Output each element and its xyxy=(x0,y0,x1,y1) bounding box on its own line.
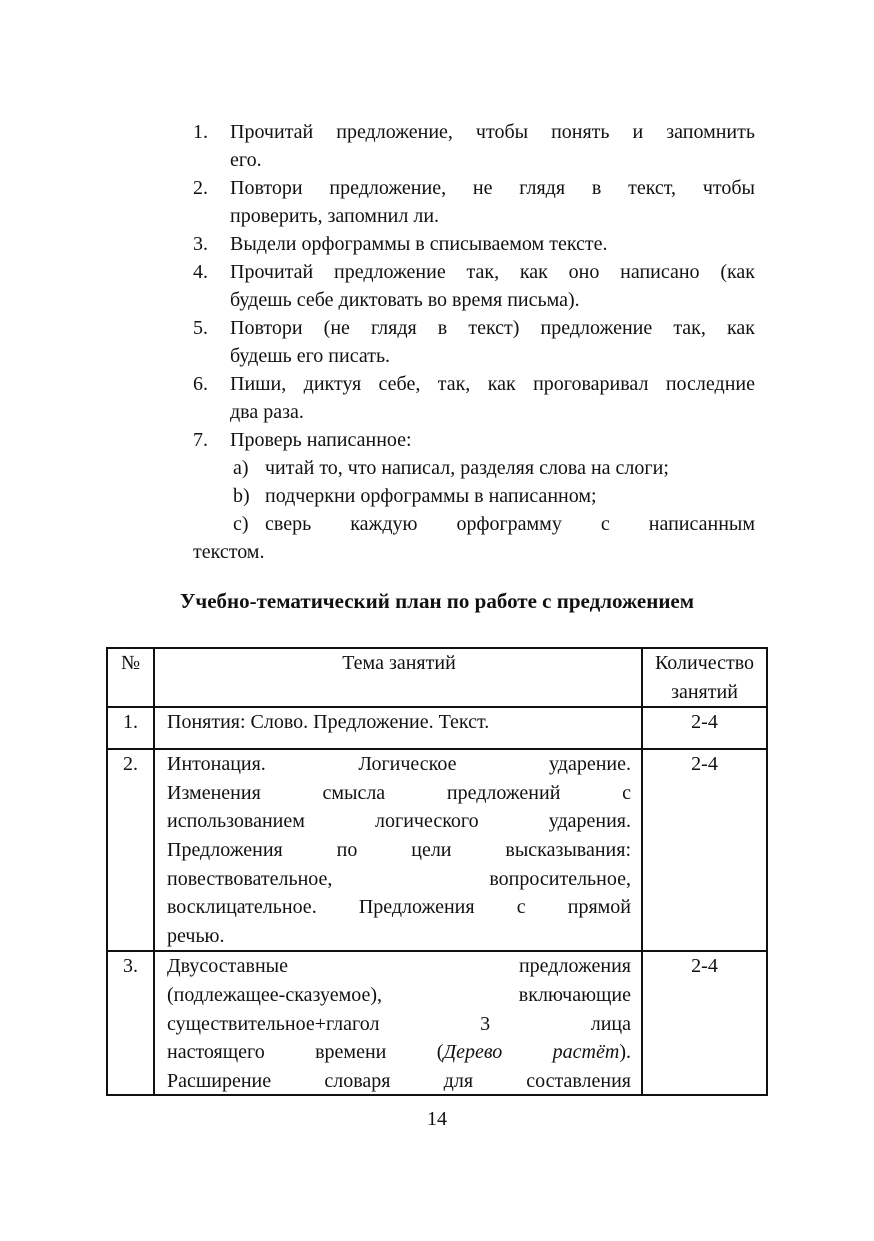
list-item: 6. Пиши, диктуя себе, так, как проговаривал последние xyxy=(193,373,755,395)
table-row: 3. Двусоставные предложения (подлежащее-сказуемое), включающие существительное+глагол 3 лица настоящего времени (Дерево растёт). Расширение словаря для составления 2-4 xyxy=(107,951,767,1095)
table-row: 1. Понятия: Слово. Предложение. Текст. 2-4 xyxy=(107,707,767,749)
header-topic: Тема занятий xyxy=(154,648,642,707)
section-heading: Учебно-тематический план по работе с предложением xyxy=(179,589,695,613)
list-item: 1. Прочитай предложение, чтобы понять и запомнить xyxy=(193,121,755,143)
list-item: 3. Выдели орфограммы в списываемом тексте. xyxy=(193,233,608,255)
lesson-plan-table xyxy=(106,647,768,1096)
table-row: 2. Интонация. Логическое ударение. Изменения смысла предложений с использованием логического ударения. Предложения по цели высказывания: повествовательное, вопросительное, восклицательное. Предложения с прямой речью. 2-4 xyxy=(107,749,767,951)
sub-item: b) подчеркни орфограммы в написанном; xyxy=(233,485,597,507)
list-item: 5. Повтори (не глядя в текст) предложение так, как xyxy=(193,317,755,339)
page-number: 14 xyxy=(427,1108,447,1130)
list-item: 4. Прочитай предложение так, как оно написано (как xyxy=(193,261,755,283)
sub-item: a) читай то, что написал, разделяя слова на слоги; xyxy=(233,457,669,479)
table-header-row xyxy=(107,648,767,707)
list-item: 2. Повтори предложение, не глядя в текст, чтобы xyxy=(193,177,755,199)
sub-item: c) сверь каждую орфограмму с написанным xyxy=(233,513,755,535)
example-italic: Дерево растёт xyxy=(443,1041,620,1064)
instruction-list: 1. Прочитай предложение, чтобы понять и запомнить его. 2. Повтори предложение, не глядя в текст, чтобы проверить, запомнил ли. 3. Выдели орфограммы в списываемом тексте. 4. Прочитай предложение так, как оно написано (как будешь себе диктовать во время письма). 5. Повтори (не глядя в текст) предложение так, как будешь его писать. 6. Пиши, диктуя себе, так, как проговаривал последние два раза. 7. Проверь написанное: a) читай то, что написал, разделяя слова на слоги; b) подчеркни орфограммы в написанном; c) сверь каждую орфограмму с написанным текстом. xyxy=(193,118,755,566)
list-item: 7. Проверь написанное: xyxy=(193,429,412,451)
header-count: Количество занятий xyxy=(642,648,767,707)
header-num: № xyxy=(107,648,154,707)
